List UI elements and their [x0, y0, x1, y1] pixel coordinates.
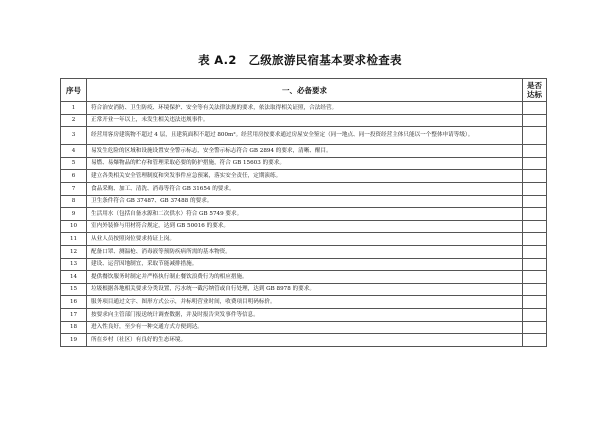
row-number: 5	[61, 157, 87, 170]
row-number: 7	[61, 182, 87, 195]
table-row	[61, 157, 547, 170]
table-row	[61, 114, 547, 127]
table-row	[61, 245, 547, 258]
header-num: 序号	[61, 79, 87, 102]
row-pass-cell[interactable]	[523, 102, 547, 115]
row-number: 11	[61, 233, 87, 246]
row-number: 2	[61, 114, 87, 127]
row-pass-cell[interactable]	[523, 127, 547, 145]
row-pass-cell[interactable]	[523, 271, 547, 284]
row-requirement: 生活用水（包括自备水源和二次供水）符合 GB 5749 要求。	[87, 208, 523, 221]
row-pass-cell[interactable]	[523, 233, 547, 246]
row-requirement: 室内外装修与用材符合规定，达到 GB 50016 的要求。	[87, 220, 523, 233]
row-number: 17	[61, 308, 87, 321]
row-requirement: 易燃、易爆物品的贮存和管理采取必要的防护措施，符合 GB 15603 的要求。	[87, 157, 523, 170]
header-requirement: 一、必备要求	[87, 79, 523, 102]
row-pass-cell[interactable]	[523, 170, 547, 183]
row-number: 8	[61, 195, 87, 208]
row-number: 14	[61, 271, 87, 284]
row-number: 1	[61, 102, 87, 115]
requirements-checklist-table	[60, 78, 547, 347]
row-requirement: 垃圾根据各地相关要求分类设置，污水统一截污纳管或自行处理，达到 GB 8978 的要求。	[87, 283, 523, 296]
row-requirement: 服务项目通过文字、图形方式公示，并标明营业时间，收费项目明码标价。	[87, 296, 523, 309]
row-pass-cell[interactable]	[523, 283, 547, 296]
row-pass-cell[interactable]	[523, 308, 547, 321]
row-number: 12	[61, 245, 87, 258]
row-requirement: 按要求向主管部门报送统计调查数据，并及时报告突发事件等信息。	[87, 308, 523, 321]
table-title: 表 A.2 乙级旅游民宿基本要求检查表	[198, 53, 402, 67]
row-pass-cell[interactable]	[523, 182, 547, 195]
row-requirement: 卫生条件符合 GB 37487、GB 37488 的要求。	[87, 195, 523, 208]
table-header-row	[61, 79, 547, 102]
row-requirement: 配备口罩、测温枪、消毒液等预防疾病所需的基本物资。	[87, 245, 523, 258]
row-requirement: 从业人员按照岗位要求持证上岗。	[87, 233, 523, 246]
row-pass-cell[interactable]	[523, 258, 547, 271]
table-row	[61, 233, 547, 246]
row-requirement: 建立各类相关安全管理制度和突发事件应急预案，落实安全责任，定期演练。	[87, 170, 523, 183]
row-number: 3	[61, 127, 87, 145]
row-requirement: 食品采购、加工、清洗、消毒等符合 GB 31654 的要求。	[87, 182, 523, 195]
row-number: 10	[61, 220, 87, 233]
table-row	[61, 321, 547, 334]
row-pass-cell[interactable]	[523, 296, 547, 309]
row-number: 15	[61, 283, 87, 296]
table-row	[61, 102, 547, 115]
row-number: 9	[61, 208, 87, 221]
row-number: 6	[61, 170, 87, 183]
table-row	[61, 258, 547, 271]
table-row	[61, 271, 547, 284]
table-row	[61, 182, 547, 195]
row-pass-cell[interactable]	[523, 321, 547, 334]
row-pass-cell[interactable]	[523, 145, 547, 158]
table-row	[61, 283, 547, 296]
header-pass-line2: 达标	[527, 90, 542, 99]
row-pass-cell[interactable]	[523, 208, 547, 221]
row-pass-cell[interactable]	[523, 195, 547, 208]
row-pass-cell[interactable]	[523, 157, 547, 170]
row-requirement: 正常开业一年以上，未发生相关违法违规事件。	[87, 114, 523, 127]
header-pass-line1: 是否	[527, 81, 542, 90]
row-pass-cell[interactable]	[523, 220, 547, 233]
row-pass-cell[interactable]	[523, 334, 547, 347]
row-number: 18	[61, 321, 87, 334]
table-row	[61, 208, 547, 221]
row-requirement: 易发生危险的区域和设施设置安全警示标志，安全警示标志符合 GB 2894 的要求，清晰、醒目。	[87, 145, 523, 158]
row-requirement: 经营用客房建筑物不超过 4 层，且建筑面积不超过 800m²。经营用房按要求通过房屋安全鉴定（同一地点、同一投资经营主体只能以一个整体申请等级）。	[87, 127, 523, 145]
table-row	[61, 195, 547, 208]
row-requirement: 进入性良好，至少有一种交通方式方便到达。	[87, 321, 523, 334]
row-number: 16	[61, 296, 87, 309]
table-row	[61, 127, 547, 145]
row-requirement: 所在乡村（社区）有良好的生态环境。	[87, 334, 523, 347]
table-row	[61, 334, 547, 347]
row-number: 13	[61, 258, 87, 271]
row-requirement: 提供餐饮服务时制定并严格执行制止餐饮浪费行为的相应措施。	[87, 271, 523, 284]
row-pass-cell[interactable]	[523, 114, 547, 127]
row-number: 19	[61, 334, 87, 347]
table-row	[61, 296, 547, 309]
table-row	[61, 308, 547, 321]
table-row	[61, 145, 547, 158]
row-pass-cell[interactable]	[523, 245, 547, 258]
row-number: 4	[61, 145, 87, 158]
table-row	[61, 220, 547, 233]
row-requirement: 符合治安消防、卫生防疫、环境保护、安全等有关法律法规的要求，依法取得相关证照，合法经营。	[87, 102, 523, 115]
header-pass	[523, 79, 547, 102]
row-requirement: 建设、运营因地制宜，采取节能减排措施。	[87, 258, 523, 271]
table-row	[61, 170, 547, 183]
